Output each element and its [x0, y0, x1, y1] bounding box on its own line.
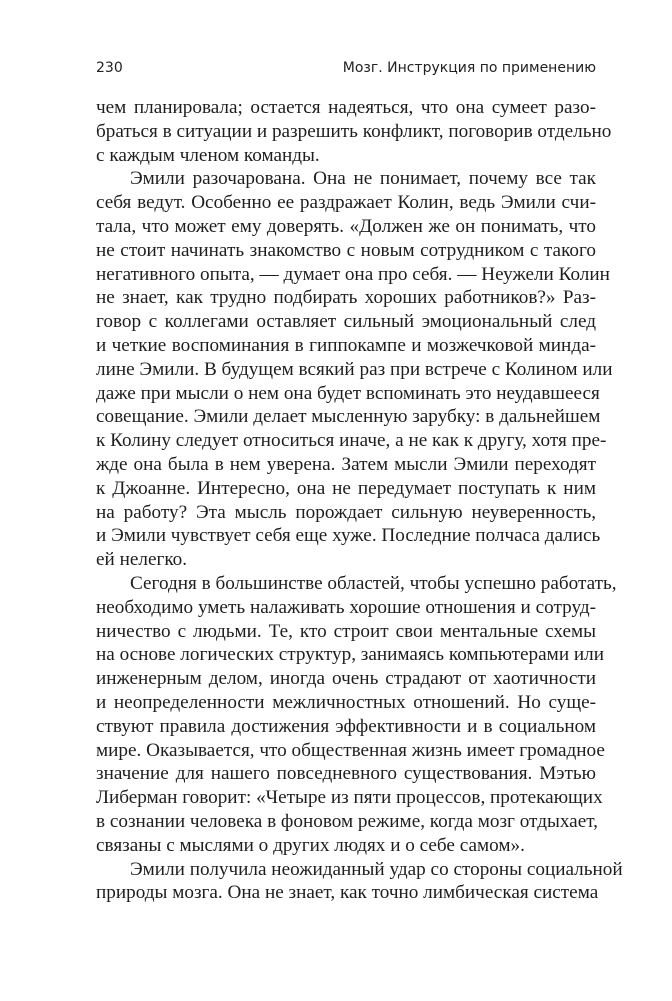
text-line: мире. Оказывается, что общественная жизнь имеет громадное	[96, 739, 605, 761]
text-line: в сознании человека в фоновом режиме, когда мозг отдыхает,	[96, 810, 598, 832]
text-line: ничество с людьми. Те, кто строит свои ментальные схемы	[96, 620, 596, 642]
text-line: говор с коллегами оставляет сильный эмоциональный след	[96, 311, 596, 333]
text-line: совещание. Эмили делает мысленную зарубку: в дальнейшем	[96, 406, 601, 428]
text-line: чем планировала; остается надеяться, что она сумеет разо-	[96, 97, 596, 118]
text-line: на основе логических структур, занимаясь компьютерами или	[96, 644, 604, 666]
text-line: лине Эмили. В будущем всякий раз при встрече с Колином или	[96, 358, 613, 380]
text-line: связаны с мыслями о других людях и о себе самом».	[96, 834, 525, 856]
paragraph	[96, 858, 623, 906]
text-line: браться в ситуации и разрешить конфликт, поговорив отдельно	[96, 120, 612, 142]
text-line: и неопределенности межличностных отношений. Но суще-	[96, 691, 596, 713]
text-line: Сегодня в большинстве областей, чтобы успешно работать,	[130, 572, 617, 594]
text-line: необходимо уметь налаживать хорошие отношения и сотруд-	[96, 596, 596, 618]
text-line: и четкие воспоминания в гиппокампе и мозжечковой минда-	[96, 334, 596, 356]
text-line: себя ведут. Особенно ее раздражает Колин, ведь Эмили счи-	[96, 192, 596, 214]
text-line: не знает, как трудно подбирать хороших работников?» Раз-	[96, 287, 596, 309]
page-header	[96, 60, 596, 84]
text-line: природы мозга. Она не знает, как точно лимбическая система	[96, 882, 599, 904]
text-line: Либерман говорит: «Четыре из пяти процессов, протекающих	[96, 787, 603, 809]
paragraph	[96, 572, 617, 858]
text-line: к Колину следует относиться иначе, а не как к другу, хотя пре-	[96, 430, 607, 452]
text-line: инженерным делом, иногда очень страдают от хаотичности	[96, 668, 596, 690]
text-line: ствуют правила достижения эффективности и в социальном	[96, 715, 596, 737]
text-line: тала, что может ему доверять. «Должен же он понимать, что	[96, 215, 596, 237]
page-number: 230	[96, 60, 123, 76]
running-title: Мозг. Инструкция по применению	[342, 60, 596, 76]
paragraph	[96, 96, 612, 167]
text-line: на работу? Эта мысль порождает сильную неуверенность,	[96, 501, 596, 523]
text-line: и Эмили чувствует себя еще хуже. Последние полчаса дались	[96, 525, 601, 547]
text-line: Эмили разочарована. Она не понимает, почему все так	[130, 168, 596, 190]
text-line: Эмили получила неожиданный удар со стороны социальной	[130, 858, 623, 880]
text-line: жде она была в нем уверена. Затем мысли Эмили переходят	[96, 453, 596, 475]
text-line: не стоит начинать знакомство с новым сотрудником с такого	[96, 239, 596, 261]
text-line: ей нелегко.	[96, 549, 188, 571]
text-line: с каждым членом команды.	[96, 144, 320, 166]
text-line: к Джоанне. Интересно, она не передумает поступать к ним	[96, 477, 596, 499]
text-line: значение для нашего повседневного существования. Мэтью	[96, 763, 596, 785]
paragraph	[96, 167, 613, 572]
text-line: негативного опыта, — думает она про себя. — Неужели Колин	[96, 263, 610, 285]
body-text	[96, 96, 623, 905]
text-line: даже при мысли о нем она будет вспоминать это неудавшееся	[96, 382, 600, 404]
